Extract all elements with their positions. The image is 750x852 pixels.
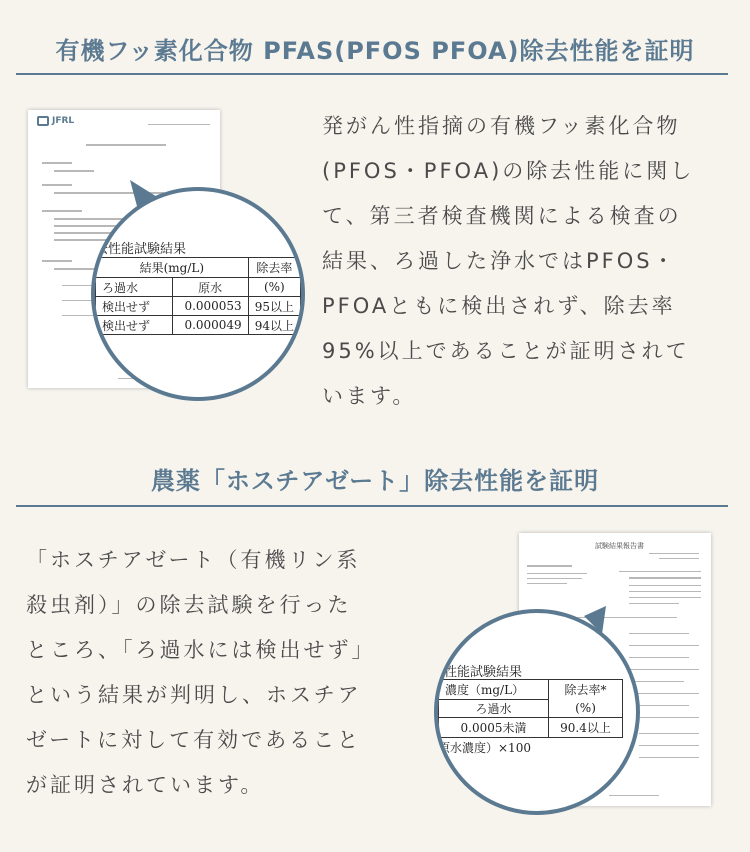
zoom2-table-title: 性能試験結果 <box>444 665 523 680</box>
jfrl-logo-icon <box>37 116 49 126</box>
filtered-water-header: ろ過水 <box>439 700 549 718</box>
section2-description: 「ホスチアゼート（有機リン系 殺虫剤）」の除去試験を行った ところ、「ろ過水には検出せず」 という結果が判明し、ホスチア ゼートに対して有効であること が証明されています。 <box>26 548 376 797</box>
filtered-water-header: ろ過水 <box>96 278 173 297</box>
section1-title: 有機フッ素化合物 PFAS(PFOS PFOA)除去性能を証明 <box>55 37 695 65</box>
percent-header: (%) <box>248 278 300 297</box>
zoom-table-title: 去性能試験結果 <box>95 242 187 257</box>
removal-rate-header: 除去率* (%) <box>549 680 623 718</box>
pesticide-removal-table <box>438 679 623 738</box>
removal-rate-header: 除去率 <box>248 258 300 278</box>
formula-footnote: 原水濃度）×100 <box>438 741 531 755</box>
zoom-lens-1 <box>91 187 305 401</box>
doc2-title: 試験結果報告書 <box>595 542 644 550</box>
table-row: 0.0005未満 90.4以上 <box>439 718 623 738</box>
section1-description: 発がん性指摘の有機フッ素化合物 (PFOS・PFOA)の除去性能に関し て、第三者検査機関による検査の 結果、ろ過した浄水ではPFOS・ PFOAともに検出されず、除去率 95%以上であることが証明されて います。 <box>322 114 695 408</box>
section2-divider <box>16 505 728 507</box>
raw-water-header: 原水 <box>172 278 248 297</box>
section1-divider <box>16 73 728 75</box>
concentration-header: 濃度（mg/L） <box>439 680 549 700</box>
zoom-lens-2 <box>434 609 640 815</box>
doc-logo-text: JFRL <box>52 116 75 126</box>
table-row: 検出せず 0.000053 95以上 <box>96 297 301 316</box>
results-header: 結果(mg/L) <box>96 258 249 278</box>
table-row: 検出せず 0.000049 94以上 <box>96 316 301 335</box>
removal-results-table <box>95 257 301 335</box>
section2-title: 農薬「ホスチアゼート」除去性能を証明 <box>150 467 600 495</box>
